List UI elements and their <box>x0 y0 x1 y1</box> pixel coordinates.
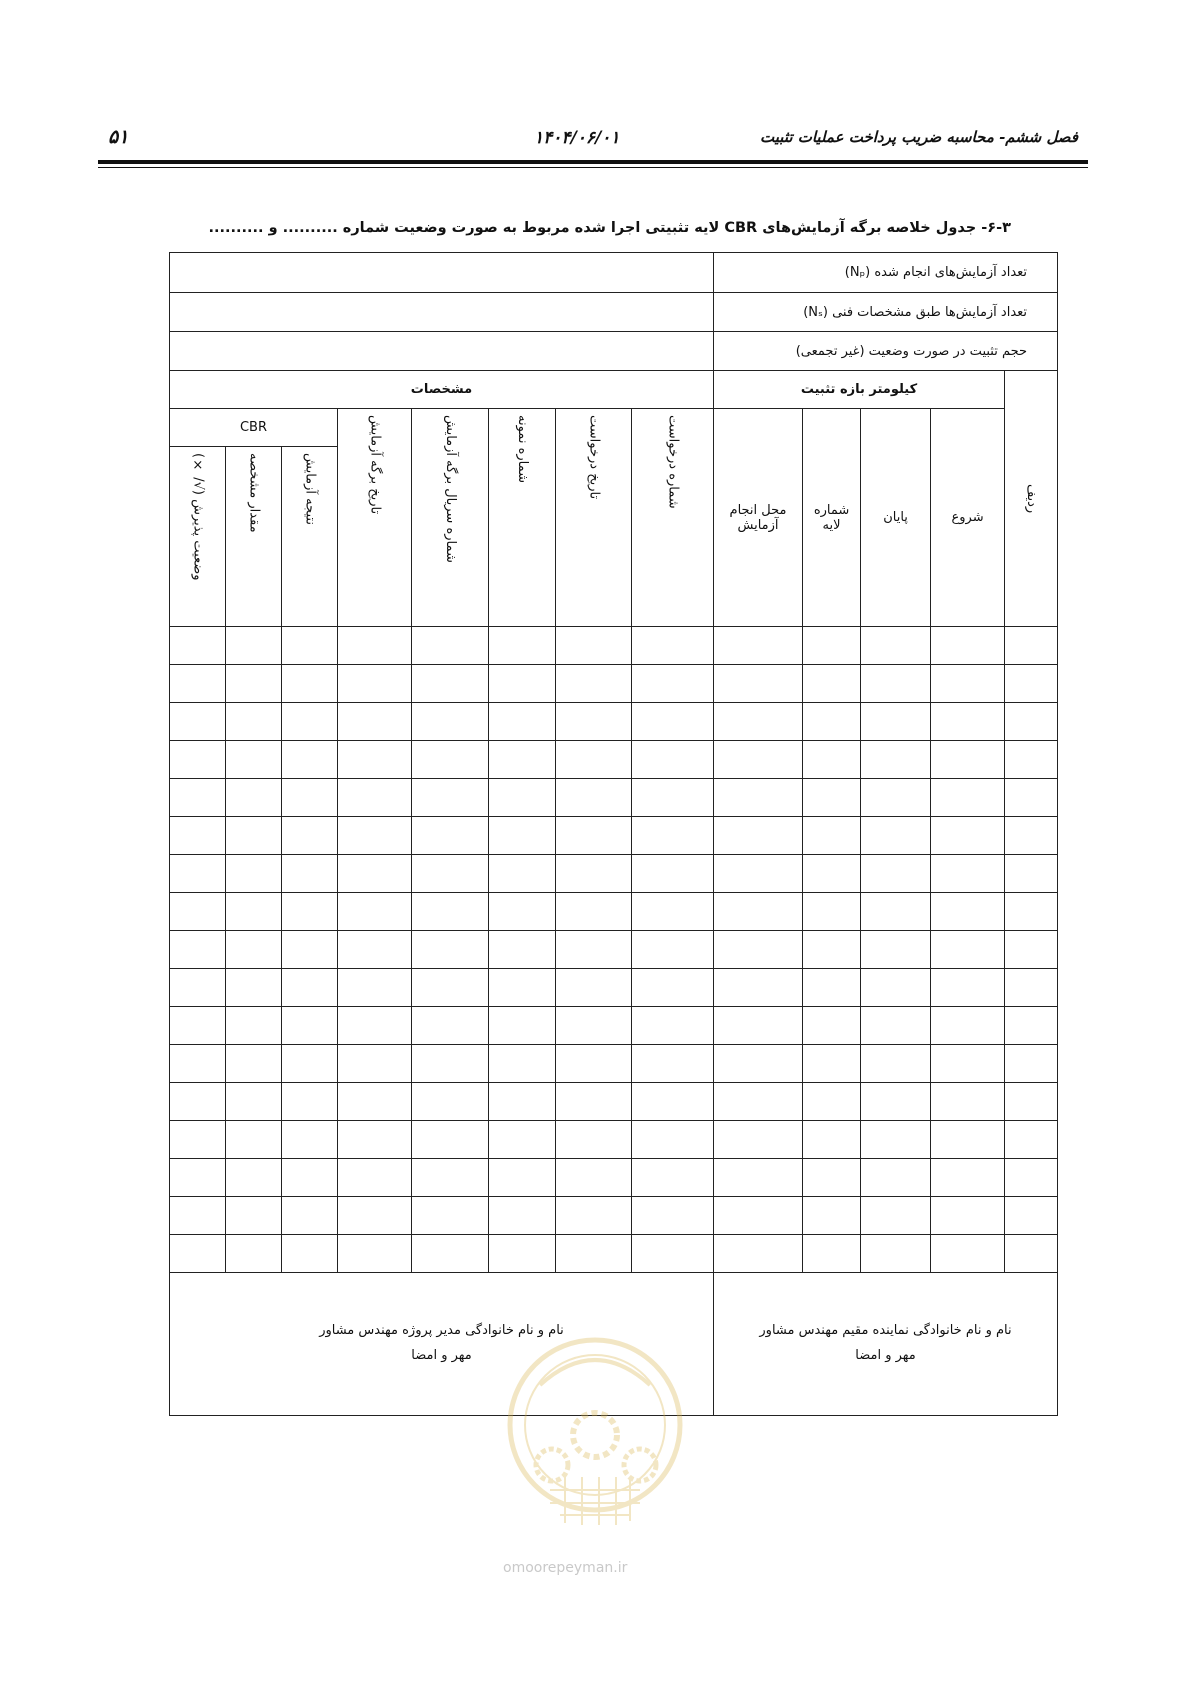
table-cell[interactable] <box>226 1083 282 1121</box>
subheader-row <box>170 409 1058 447</box>
table-cell[interactable] <box>931 703 1005 741</box>
table-cell[interactable] <box>632 1197 714 1235</box>
header-rule-thin <box>98 167 1088 168</box>
specifications-group-header: مشخصات <box>170 371 714 409</box>
table-cell[interactable] <box>412 627 489 665</box>
table-cell[interactable] <box>489 665 556 703</box>
table-cell[interactable] <box>632 969 714 1007</box>
table-cell[interactable] <box>632 1159 714 1197</box>
table-cell[interactable] <box>412 703 489 741</box>
table-cell[interactable] <box>282 931 338 969</box>
table-cell[interactable] <box>931 931 1005 969</box>
table-cell[interactable] <box>226 893 282 931</box>
table-cell[interactable] <box>170 817 226 855</box>
table-cell[interactable] <box>226 1197 282 1235</box>
watermark-gear-right <box>624 1449 656 1481</box>
table-cell[interactable] <box>226 1007 282 1045</box>
table-cell[interactable] <box>170 1045 226 1083</box>
table-cell[interactable] <box>803 1159 861 1197</box>
table-cell[interactable] <box>170 1007 226 1045</box>
table-cell[interactable] <box>556 703 632 741</box>
test-location-header: محل انجام آزمایش <box>714 409 803 627</box>
table-cell[interactable] <box>714 855 803 893</box>
table-cell[interactable] <box>170 665 226 703</box>
signature-row <box>170 1273 1058 1416</box>
summary-row <box>170 332 1058 371</box>
table-cell[interactable] <box>338 931 412 969</box>
cbr-group-header: CBR <box>170 409 338 447</box>
table-cell[interactable] <box>556 741 632 779</box>
table-row <box>170 893 1058 931</box>
table-cell[interactable] <box>282 1083 338 1121</box>
table-cell[interactable] <box>803 1007 861 1045</box>
table-cell[interactable] <box>1005 1083 1058 1121</box>
table-cell[interactable] <box>931 1121 1005 1159</box>
summary-value[interactable] <box>170 253 714 293</box>
table-row <box>170 969 1058 1007</box>
table-cell[interactable] <box>1005 969 1058 1007</box>
table-cell[interactable] <box>338 1235 412 1273</box>
table-cell[interactable] <box>489 969 556 1007</box>
table-cell[interactable] <box>338 855 412 893</box>
summary-row <box>170 293 1058 332</box>
table-cell[interactable] <box>714 627 803 665</box>
table-cell[interactable] <box>931 741 1005 779</box>
table-cell[interactable] <box>338 665 412 703</box>
table-cell[interactable] <box>861 969 931 1007</box>
table-cell[interactable] <box>931 969 1005 1007</box>
table-cell[interactable] <box>861 665 931 703</box>
table-cell[interactable] <box>226 1235 282 1273</box>
table-cell[interactable] <box>632 1235 714 1273</box>
table-cell[interactable] <box>338 741 412 779</box>
table-cell[interactable] <box>412 665 489 703</box>
table-cell[interactable] <box>632 741 714 779</box>
table-cell[interactable] <box>714 779 803 817</box>
table-cell[interactable] <box>632 1045 714 1083</box>
table-cell[interactable] <box>803 741 861 779</box>
header-date: ۱۴۰۴/۰۶/۰۱ <box>534 128 620 148</box>
km-range-group-header: کیلومتر بازه تثبیت <box>714 371 1005 409</box>
table-cell[interactable] <box>931 1083 1005 1121</box>
table-cell[interactable] <box>226 1045 282 1083</box>
table-cell[interactable] <box>282 855 338 893</box>
table-cell[interactable] <box>282 817 338 855</box>
table-cell[interactable] <box>931 779 1005 817</box>
table-cell[interactable] <box>861 1121 931 1159</box>
table-cell[interactable] <box>282 893 338 931</box>
table-cell[interactable] <box>714 665 803 703</box>
table-cell[interactable] <box>803 855 861 893</box>
table-cell[interactable] <box>282 1121 338 1159</box>
table-cell[interactable] <box>338 893 412 931</box>
table-cell[interactable] <box>632 893 714 931</box>
table-cell[interactable] <box>556 627 632 665</box>
table-cell[interactable] <box>412 741 489 779</box>
table-cell[interactable] <box>489 893 556 931</box>
table-cell[interactable] <box>931 855 1005 893</box>
table-cell[interactable] <box>803 1121 861 1159</box>
table-cell[interactable] <box>170 703 226 741</box>
table-cell[interactable] <box>489 1045 556 1083</box>
table-cell[interactable] <box>556 1045 632 1083</box>
table-cell[interactable] <box>226 703 282 741</box>
table-row <box>170 779 1058 817</box>
table-cell[interactable] <box>338 627 412 665</box>
table-cell[interactable] <box>1005 1159 1058 1197</box>
table-cell[interactable] <box>170 1197 226 1235</box>
resident-rep-name-label: نام و نام خانوادگی نماینده مقیم مهندس مشاور <box>759 1323 1012 1339</box>
table-cell[interactable] <box>338 779 412 817</box>
table-cell[interactable] <box>803 1083 861 1121</box>
table-cell[interactable] <box>170 893 226 931</box>
table-cell[interactable] <box>632 703 714 741</box>
table-cell[interactable] <box>412 1007 489 1045</box>
table-row <box>170 1235 1058 1273</box>
table-cell[interactable] <box>632 1007 714 1045</box>
table-cell[interactable] <box>861 893 931 931</box>
table-cell[interactable] <box>714 1197 803 1235</box>
table-row <box>170 1197 1058 1235</box>
table-cell[interactable] <box>714 817 803 855</box>
table-cell[interactable] <box>861 1045 931 1083</box>
table-cell[interactable] <box>338 1121 412 1159</box>
table-cell[interactable] <box>931 1045 1005 1083</box>
table-cell[interactable] <box>632 1121 714 1159</box>
table-cell[interactable] <box>556 855 632 893</box>
table-cell[interactable] <box>632 817 714 855</box>
table-cell[interactable] <box>1005 779 1058 817</box>
table-row <box>170 931 1058 969</box>
table-cell[interactable] <box>632 1083 714 1121</box>
watermark-url: omoorepeyman.ir <box>503 1560 628 1576</box>
table-cell[interactable] <box>1005 741 1058 779</box>
table-cell[interactable] <box>226 1121 282 1159</box>
resident-rep-signature[interactable] <box>714 1273 1058 1416</box>
table-cell[interactable] <box>556 1197 632 1235</box>
project-manager-signature[interactable] <box>170 1273 714 1416</box>
table-cell[interactable] <box>632 665 714 703</box>
table-cell[interactable] <box>282 1007 338 1045</box>
table-cell[interactable] <box>714 1121 803 1159</box>
watermark-gear <box>573 1413 617 1457</box>
km-start-header: شروع <box>931 409 1005 627</box>
table-cell[interactable] <box>412 931 489 969</box>
table-cell[interactable] <box>1005 627 1058 665</box>
table-cell[interactable] <box>861 703 931 741</box>
table-cell[interactable] <box>803 969 861 1007</box>
table-cell[interactable] <box>226 779 282 817</box>
table-cell[interactable] <box>226 969 282 1007</box>
table-cell[interactable] <box>931 665 1005 703</box>
acceptance-status-header: وضعیت پذیرش (√/ ×) <box>170 447 226 627</box>
table-cell[interactable] <box>861 1007 931 1045</box>
table-cell[interactable] <box>338 817 412 855</box>
table-cell[interactable] <box>226 627 282 665</box>
table-cell[interactable] <box>632 855 714 893</box>
layer-number-header: شماره لایه <box>803 409 861 627</box>
table-cell[interactable] <box>803 779 861 817</box>
table-cell[interactable] <box>338 1083 412 1121</box>
table-cell[interactable] <box>1005 817 1058 855</box>
table-cell[interactable] <box>489 1197 556 1235</box>
table-cell[interactable] <box>803 665 861 703</box>
table-row <box>170 1007 1058 1045</box>
table-cell[interactable] <box>556 1121 632 1159</box>
table-cell[interactable] <box>556 1083 632 1121</box>
table-row <box>170 703 1058 741</box>
table-cell[interactable] <box>338 1159 412 1197</box>
table-cell[interactable] <box>338 1007 412 1045</box>
table-cell[interactable] <box>412 1083 489 1121</box>
table-cell[interactable] <box>556 931 632 969</box>
table-cell[interactable] <box>226 741 282 779</box>
watermark-grid <box>550 1477 640 1525</box>
table-cell[interactable] <box>861 855 931 893</box>
table-cell[interactable] <box>861 627 931 665</box>
table-cell[interactable] <box>489 1007 556 1045</box>
table-cell[interactable] <box>170 969 226 1007</box>
table-cell[interactable] <box>226 855 282 893</box>
table-cell[interactable] <box>226 931 282 969</box>
table-cell[interactable] <box>861 1159 931 1197</box>
table-row <box>170 627 1058 665</box>
summary-label: تعداد آزمایش‌ها طبق مشخصات فنی (Nₛ) <box>714 293 1058 332</box>
table-cell[interactable] <box>632 779 714 817</box>
summary-label: حجم تثبیت در صورت وضعیت (غیر تجمعی) <box>714 332 1058 371</box>
table-cell[interactable] <box>714 969 803 1007</box>
table-cell[interactable] <box>861 1235 931 1273</box>
table-cell[interactable] <box>861 1197 931 1235</box>
table-cell[interactable] <box>803 627 861 665</box>
table-cell[interactable] <box>714 931 803 969</box>
resident-rep-seal-label: مهر و امضا <box>855 1348 916 1363</box>
table-cell[interactable] <box>556 1159 632 1197</box>
table-cell[interactable] <box>714 1007 803 1045</box>
project-manager-seal-label: مهر و امضا <box>411 1348 472 1363</box>
table-cell[interactable] <box>170 627 226 665</box>
cbr-summary-table <box>169 252 1058 1416</box>
table-cell[interactable] <box>803 931 861 969</box>
table-cell[interactable] <box>556 969 632 1007</box>
table-row <box>170 1121 1058 1159</box>
table-cell[interactable] <box>489 741 556 779</box>
summary-row <box>170 253 1058 293</box>
table-cell[interactable] <box>226 1159 282 1197</box>
table-cell[interactable] <box>412 1045 489 1083</box>
table-cell[interactable] <box>556 1007 632 1045</box>
table-cell[interactable] <box>282 627 338 665</box>
table-cell[interactable] <box>1005 1121 1058 1159</box>
table-cell[interactable] <box>556 665 632 703</box>
table-cell[interactable] <box>489 855 556 893</box>
table-cell[interactable] <box>1005 893 1058 931</box>
table-row <box>170 665 1058 703</box>
table-cell[interactable] <box>714 741 803 779</box>
table-cell[interactable] <box>412 855 489 893</box>
table-cell[interactable] <box>1005 665 1058 703</box>
table-cell[interactable] <box>931 1007 1005 1045</box>
table-cell[interactable] <box>282 969 338 1007</box>
table-cell[interactable] <box>861 1083 931 1121</box>
table-cell[interactable] <box>489 1121 556 1159</box>
request-number-header: شماره درخواست <box>632 409 714 627</box>
table-cell[interactable] <box>931 893 1005 931</box>
table-cell[interactable] <box>1005 931 1058 969</box>
table-cell[interactable] <box>1005 703 1058 741</box>
table-cell[interactable] <box>489 779 556 817</box>
table-row <box>170 817 1058 855</box>
table-row <box>170 1083 1058 1121</box>
table-cell[interactable] <box>412 1159 489 1197</box>
group-header-row <box>170 371 1058 409</box>
table-caption: ۶-۳- جدول خلاصه برگه آزمایش‌های CBR لایه تثبیتی اجرا شده مربوط به صورت وضعیت شماره .......... و .......... <box>208 220 1011 236</box>
table-cell[interactable] <box>1005 1007 1058 1045</box>
table-cell[interactable] <box>338 1045 412 1083</box>
summary-value[interactable] <box>170 332 714 371</box>
table-cell[interactable] <box>714 1045 803 1083</box>
table-cell[interactable] <box>282 779 338 817</box>
test-sheet-serial-header: شماره سریال برگه آزمایش <box>412 409 489 627</box>
table-cell[interactable] <box>338 1197 412 1235</box>
table-cell[interactable] <box>931 1235 1005 1273</box>
table-row <box>170 1045 1058 1083</box>
table-cell[interactable] <box>803 817 861 855</box>
summary-label: تعداد آزمایش‌های انجام شده (Nₚ) <box>714 253 1058 293</box>
test-result-header: نتیجه آزمایش <box>282 447 338 627</box>
table-cell[interactable] <box>714 1159 803 1197</box>
table-cell[interactable] <box>338 969 412 1007</box>
table-cell[interactable] <box>170 1083 226 1121</box>
table-cell[interactable] <box>489 703 556 741</box>
table-cell[interactable] <box>489 627 556 665</box>
table-cell[interactable] <box>489 1235 556 1273</box>
table-cell[interactable] <box>282 1045 338 1083</box>
table-cell[interactable] <box>170 855 226 893</box>
table-cell[interactable] <box>170 741 226 779</box>
table-cell[interactable] <box>803 1197 861 1235</box>
table-cell[interactable] <box>170 1159 226 1197</box>
watermark-gear-left <box>536 1449 568 1481</box>
table-cell[interactable] <box>170 779 226 817</box>
table-cell[interactable] <box>931 1197 1005 1235</box>
table-cell[interactable] <box>282 1235 338 1273</box>
table-cell[interactable] <box>282 741 338 779</box>
table-cell[interactable] <box>714 703 803 741</box>
request-date-header: تاریخ درخواست <box>556 409 632 627</box>
table-cell[interactable] <box>931 627 1005 665</box>
table-cell[interactable] <box>931 817 1005 855</box>
table-cell[interactable] <box>556 779 632 817</box>
table-cell[interactable] <box>861 779 931 817</box>
table-cell[interactable] <box>931 1159 1005 1197</box>
table-cell[interactable] <box>489 931 556 969</box>
table-cell[interactable] <box>1005 855 1058 893</box>
table-cell[interactable] <box>714 1235 803 1273</box>
table-cell[interactable] <box>556 817 632 855</box>
summary-value[interactable] <box>170 293 714 332</box>
table-cell[interactable] <box>282 703 338 741</box>
table-cell[interactable] <box>861 817 931 855</box>
characteristic-value-header: مقدار مشخصه <box>226 447 282 627</box>
table-cell[interactable] <box>282 1197 338 1235</box>
table-row <box>170 855 1058 893</box>
table-cell[interactable] <box>489 1159 556 1197</box>
project-manager-name-label: نام و نام خانوادگی مدیر پروژه مهندس مشاور <box>319 1323 564 1339</box>
table-cell[interactable] <box>1005 1045 1058 1083</box>
table-cell[interactable] <box>861 931 931 969</box>
table-cell[interactable] <box>226 665 282 703</box>
test-sheet-date-header: تاریخ برگه آزمایش <box>338 409 412 627</box>
table-cell[interactable] <box>170 931 226 969</box>
table-cell[interactable] <box>412 779 489 817</box>
table-cell[interactable] <box>170 1235 226 1273</box>
table-row <box>170 741 1058 779</box>
sample-number-header: شماره نمونه <box>489 409 556 627</box>
table-cell[interactable] <box>556 893 632 931</box>
table-cell[interactable] <box>803 1045 861 1083</box>
table-row <box>170 1159 1058 1197</box>
table-cell[interactable] <box>714 893 803 931</box>
table-cell[interactable] <box>556 1235 632 1273</box>
table-cell[interactable] <box>412 1197 489 1235</box>
table-cell[interactable] <box>1005 1197 1058 1235</box>
table-cell[interactable] <box>412 1235 489 1273</box>
table-cell[interactable] <box>412 893 489 931</box>
table-cell[interactable] <box>338 703 412 741</box>
table-cell[interactable] <box>282 665 338 703</box>
header-rule-thick <box>98 160 1088 164</box>
table-cell[interactable] <box>412 1121 489 1159</box>
table-cell[interactable] <box>803 893 861 931</box>
page-header <box>98 126 1088 152</box>
table-cell[interactable] <box>803 1235 861 1273</box>
km-end-header: پایان <box>861 409 931 627</box>
table-cell[interactable] <box>632 627 714 665</box>
table-cell[interactable] <box>226 817 282 855</box>
table-cell[interactable] <box>412 969 489 1007</box>
row-number-header: ردیف <box>1005 371 1058 627</box>
table-cell[interactable] <box>412 817 489 855</box>
table-cell[interactable] <box>861 741 931 779</box>
table-cell[interactable] <box>714 1083 803 1121</box>
table-cell[interactable] <box>489 1083 556 1121</box>
table-cell[interactable] <box>489 817 556 855</box>
table-cell[interactable] <box>803 703 861 741</box>
page-number: ۵۱ <box>108 126 129 148</box>
table-cell[interactable] <box>170 1121 226 1159</box>
table-cell[interactable] <box>632 931 714 969</box>
chapter-title: فصل ششم- محاسبه ضریب پرداخت عملیات تثبیت <box>760 128 1078 146</box>
table-cell[interactable] <box>282 1159 338 1197</box>
table-cell[interactable] <box>1005 1235 1058 1273</box>
